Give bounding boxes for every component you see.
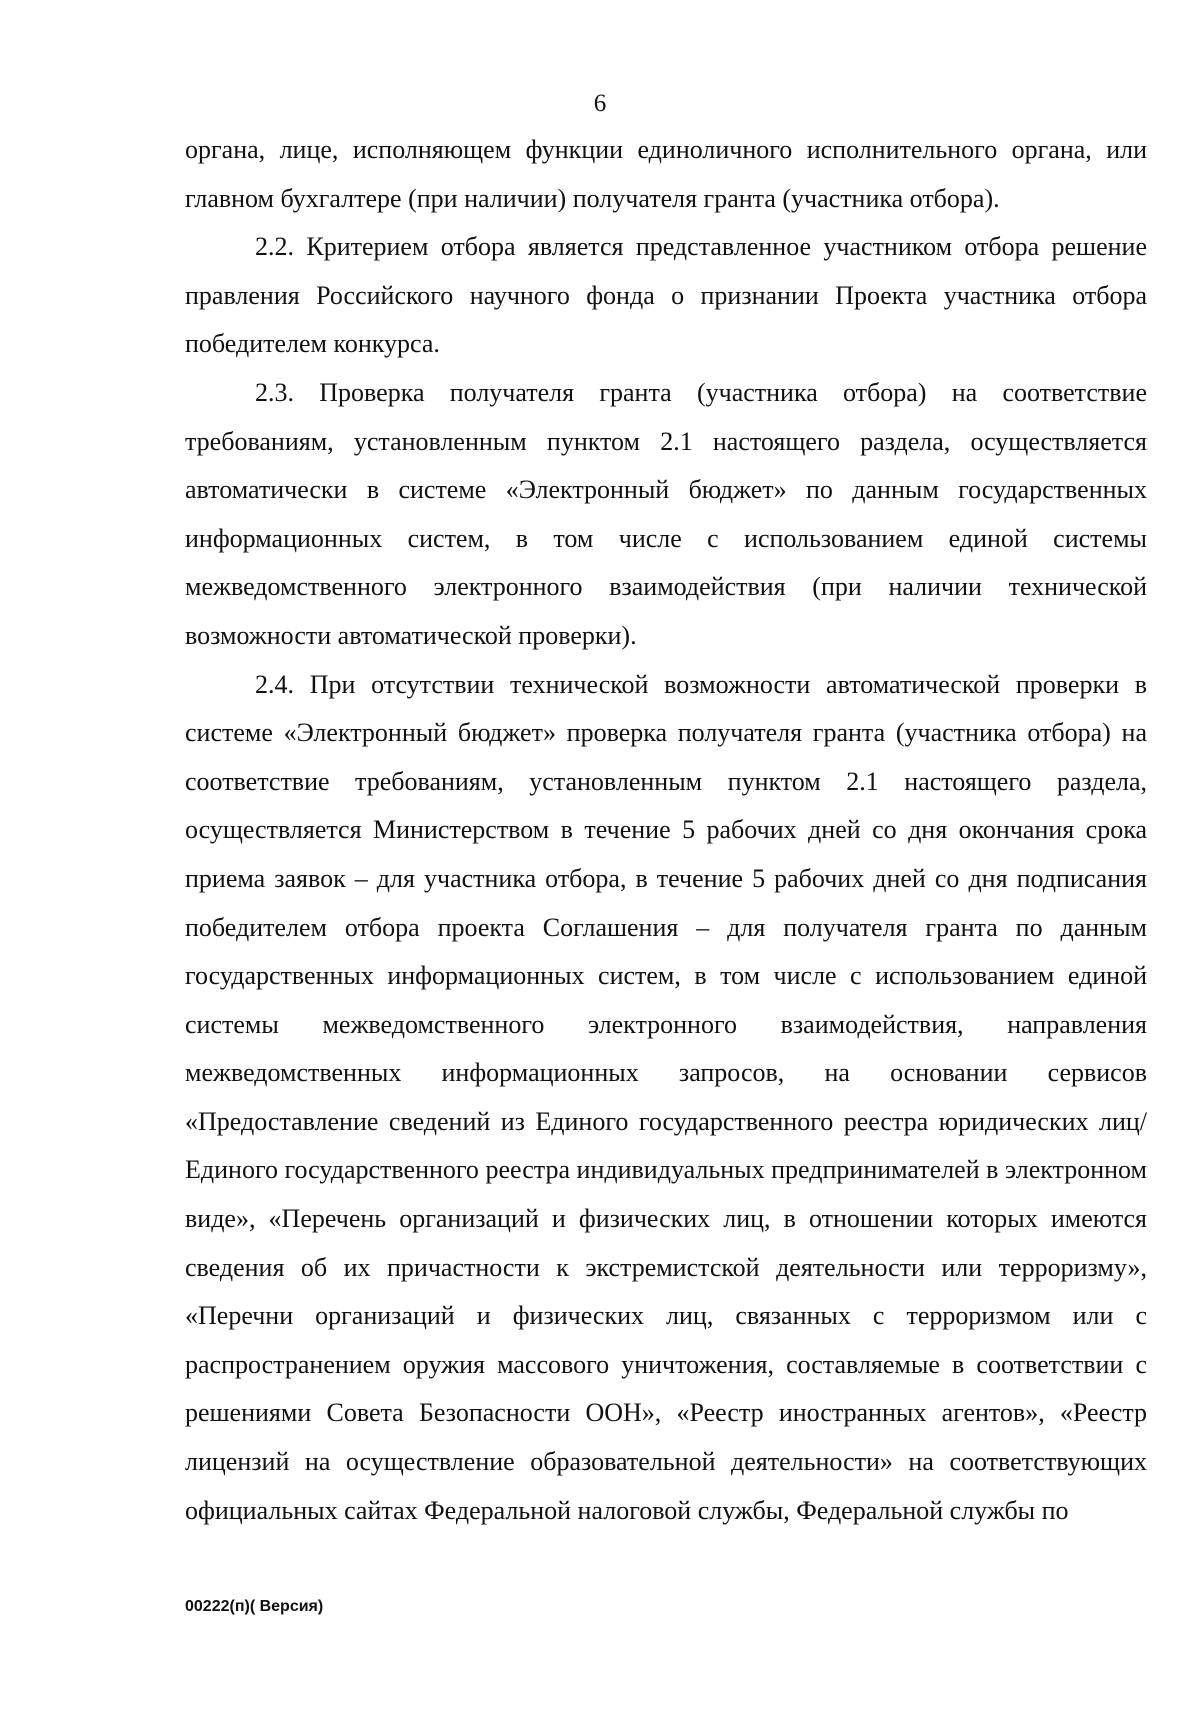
paragraph-2-4: 2.4. При отсутствии технической возможности автоматической проверки в системе «Электронный бюджет» проверка получателя гранта (участника отбора) на соответствие требованиям, установленным пунктом 2.1 настоящего раздела, осуществляется Министерством в течение 5 рабочих дней со дня окончания срока приема заявок – для участника отбора, в течение 5 рабочих дней со дня подписания победителем отбора проекта Соглашения – для получателя гранта по данным государственных информационных систем, в том числе с использованием единой системы межведомственного электронного взаимодействия, направления межведомственных информационных запросов, на основании сервисов «Предоставление сведений из Единого государственного реестра юридических лиц/ Единого государственного реестра индивидуальных предпринимателей в электронном виде», «Перечень организаций и физических лиц, в отношении которых имеются сведения об их причастности к экстремистской деятельности или терроризму», «Перечни организаций и физических лиц, связанных с терроризмом или с распространением оружия массового уничтожения, составляемые в соответствии с решениями Совета Безопасности ООН», «Реестр иностранных агентов», «Реестр лицензий на осуществление образовательной деятельности» на соответствующих официальных сайтах Федеральной налоговой службы, Федеральной службы по [185, 669, 1147, 1525]
paragraph-continuation: органа, лице, исполняющем функции единоличного исполнительного органа, или главном бухгалтере (при наличии) получателя гранта (участника отбора). [185, 135, 1147, 213]
document-footer-code: 00222(п)( Версия) [185, 1598, 324, 1615]
paragraph-2-2: 2.2. Критерием отбора является представленное участником отбора решение правления Российского научного фонда о признании Проекта участника отбора победителем конкурса. [185, 232, 1147, 359]
paragraph-2-3: 2.3. Проверка получателя гранта (участника отбора) на соответствие требованиям, установленным пунктом 2.1 настоящего раздела, осуществляется автоматически в системе «Электронный бюджет» по данным государственных информационных систем, в том числе с использованием единой системы межведомственного электронного взаимодействия (при наличии технической возможности автоматической проверки). [185, 377, 1147, 650]
document-body [185, 126, 1147, 1535]
page-number: 6 [593, 90, 607, 117]
